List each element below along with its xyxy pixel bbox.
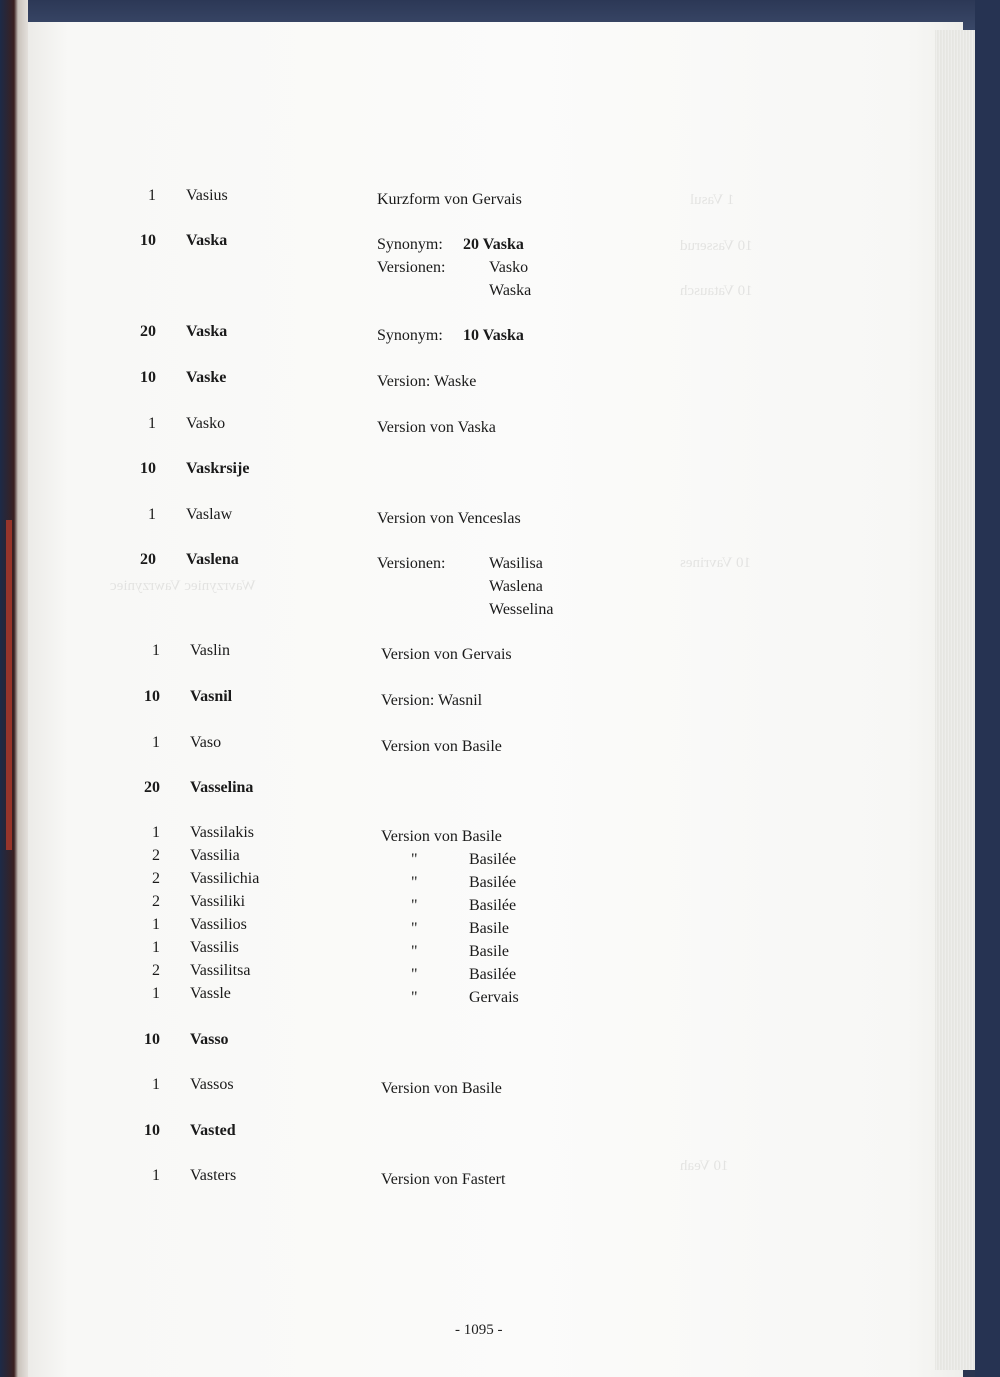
entry-count: 20: [140, 551, 156, 568]
entry-name: Vasselina: [190, 779, 254, 796]
entry-desc: Basilée: [469, 897, 517, 914]
bleed-through-text: 10 Veah: [680, 1158, 729, 1174]
entry-desc: Version von Vaska: [377, 419, 496, 436]
entry-name: Vassilia: [190, 847, 240, 864]
bleed-through-text: Wavrzyniec Vawrzyniec: [110, 578, 256, 594]
entry-desc-value: 20 Vaska: [463, 236, 524, 253]
entry-count: 1: [152, 939, 160, 956]
entry-desc-label: Versionen:: [377, 555, 446, 572]
entry-desc: Version: Wasnil: [381, 692, 483, 709]
entry-count: 20: [144, 779, 160, 796]
entry-count: 10: [144, 688, 160, 705]
entry-name: Vaslin: [190, 642, 230, 659]
entry-desc: Basile: [469, 920, 509, 937]
entry-name: Vasso: [190, 1031, 229, 1048]
ditto-mark: ": [411, 874, 418, 891]
entry-count: 10: [144, 1122, 160, 1139]
entry-desc: Kurzform von Gervais: [377, 191, 522, 208]
entry-count: 1: [152, 985, 160, 1002]
page-edges: [935, 30, 975, 1370]
entry-desc-value: Vasko: [489, 259, 529, 276]
entry-name: Vassos: [190, 1076, 234, 1093]
entry-desc-value: Waslena: [489, 578, 543, 595]
entry-name: Vaskrsije: [186, 460, 250, 477]
ditto-mark: ": [411, 989, 418, 1006]
entry-desc: Version von Basile: [381, 1080, 502, 1097]
entry-desc: Version von Basile: [381, 738, 502, 755]
entry-name: Vassilitsa: [190, 962, 251, 979]
entry-name: Vassilios: [190, 916, 247, 933]
entry-desc: Version von Venceslas: [377, 510, 521, 527]
book-cover-right: [975, 0, 1000, 1377]
entry-count: 10: [144, 1031, 160, 1048]
entry-desc: Basilée: [469, 966, 517, 983]
entry-desc-value: 10 Vaska: [463, 327, 524, 344]
entry-count: 1: [152, 1167, 160, 1184]
entry-desc-value: Waska: [489, 282, 532, 299]
entry-desc: Basile: [469, 943, 509, 960]
ditto-mark: ": [411, 943, 418, 960]
entry-count: 2: [152, 847, 160, 864]
entry-count: 1: [148, 415, 156, 432]
entry-count: 2: [152, 962, 160, 979]
entry-count: 1: [152, 916, 160, 933]
entry-name: Vassilis: [190, 939, 239, 956]
entry-name: Vasted: [190, 1122, 236, 1139]
book-spine-left: [0, 0, 30, 1377]
entry-count: 1: [148, 506, 156, 523]
entry-name: Vassiliki: [190, 893, 246, 910]
entry-desc: Version: Waske: [377, 373, 477, 390]
entry-name: Vasters: [190, 1167, 237, 1184]
entry-count: 1: [152, 1076, 160, 1093]
entry-name: Vassilakis: [190, 824, 254, 841]
entry-name: Vaske: [186, 369, 227, 386]
entry-name: Vassle: [190, 985, 231, 1002]
entry-desc: Version von Gervais: [381, 646, 512, 663]
entry-count: 2: [152, 870, 160, 887]
entry-desc: Basilée: [469, 851, 517, 868]
entry-name: Vaslaw: [186, 506, 233, 523]
entry-desc-label: Synonym:: [377, 327, 443, 344]
entry-name: Vaso: [190, 734, 222, 751]
ditto-mark: ": [411, 920, 418, 937]
bleed-through-text: 1 Vasul: [690, 192, 735, 208]
ditto-mark: ": [411, 851, 418, 868]
ditto-mark: ": [411, 966, 418, 983]
entry-name: Vaska: [186, 232, 228, 249]
entry-count: 1: [152, 824, 160, 841]
entry-desc-label: Versionen:: [377, 259, 446, 276]
entry-desc: Basilée: [469, 874, 517, 891]
entry-name: Vassilichia: [190, 870, 260, 887]
bleed-through-text: 10 Vavrines: [680, 555, 751, 571]
bleed-through-text: 10 Vasserud: [680, 238, 753, 254]
entry-desc-value: Wesselina: [489, 601, 554, 618]
entry-name: Vasko: [186, 415, 226, 432]
entry-count: 2: [152, 893, 160, 910]
entry-desc-label: Synonym:: [377, 236, 443, 253]
entry-name: Vaska: [186, 323, 228, 340]
entry-count: 10: [140, 232, 156, 249]
entry-count: 10: [140, 460, 156, 477]
bookmark-ribbon: [6, 520, 12, 850]
entry-desc-value: Wasilisa: [489, 555, 543, 572]
bleed-through-text: 10 Vatausch: [680, 283, 753, 299]
entry-count: 1: [152, 734, 160, 751]
entry-count: 20: [140, 323, 156, 340]
entry-count: 1: [152, 642, 160, 659]
entry-desc: Gervais: [469, 989, 519, 1006]
entry-desc: Version von Basile: [381, 828, 502, 845]
entry-name: Vaslena: [186, 551, 239, 568]
entry-name: Vasius: [186, 187, 228, 204]
page-number: - 1095 -: [455, 1322, 503, 1338]
ditto-mark: ": [411, 897, 418, 914]
entry-name: Vasnil: [190, 688, 233, 705]
entry-count: 1: [148, 187, 156, 204]
entry-desc: Version von Fastert: [381, 1171, 506, 1188]
entry-count: 10: [140, 369, 156, 386]
